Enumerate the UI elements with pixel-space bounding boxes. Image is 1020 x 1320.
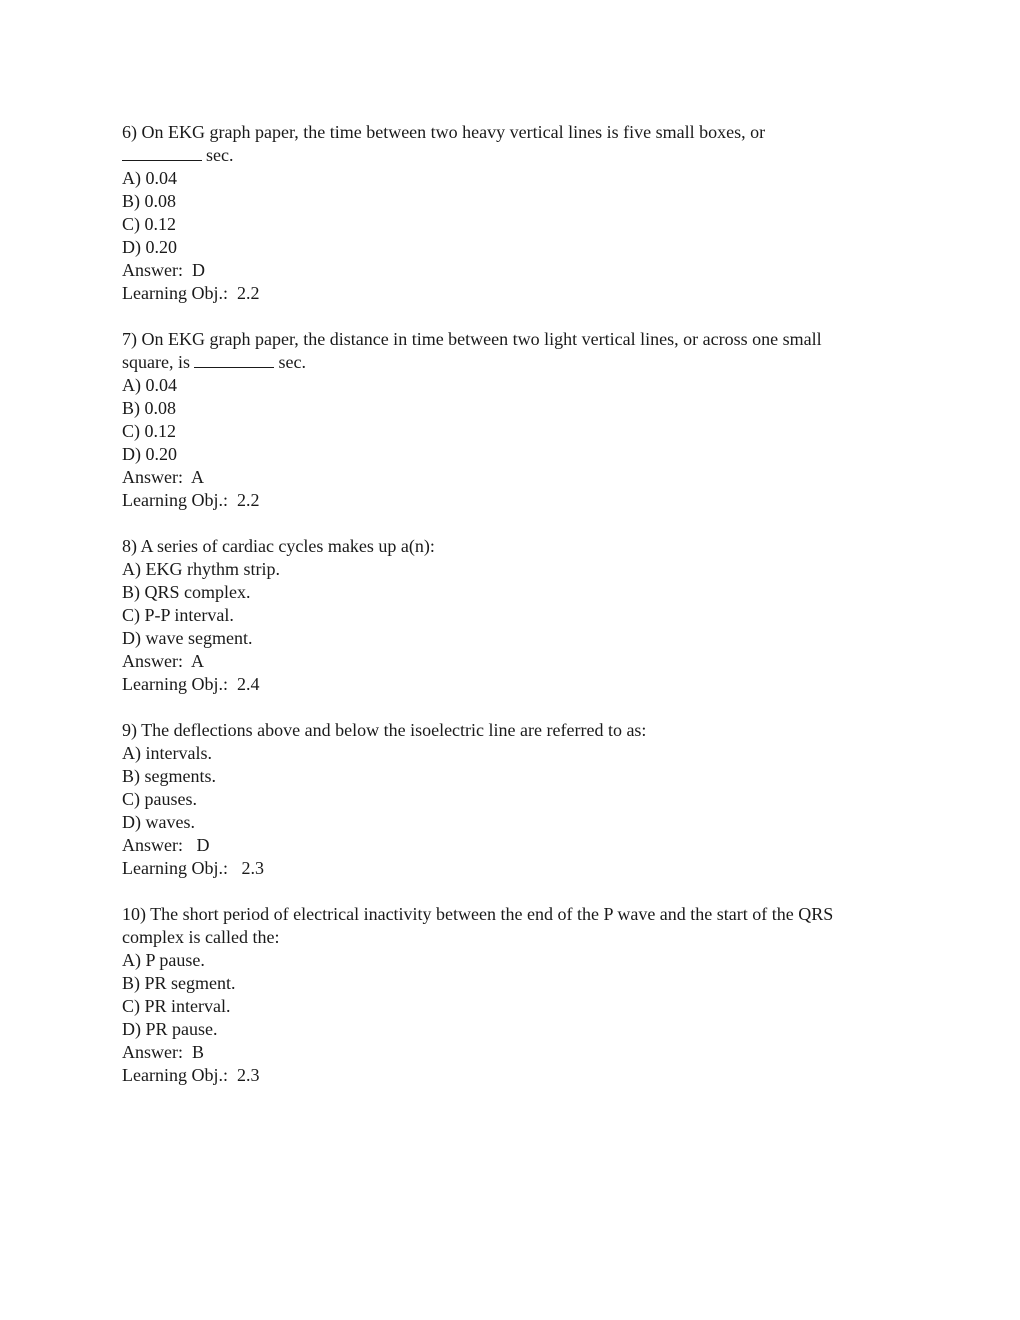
question-stem: 10) The short period of electrical inactivity between the end of the P wave and the start of the QRS — [122, 904, 834, 924]
answer-line: Answer: D — [122, 835, 210, 855]
option-c: C) 0.12 — [122, 214, 176, 234]
answer-blank — [194, 351, 274, 368]
answer-line: Answer: B — [122, 1042, 204, 1062]
option-a: A) 0.04 — [122, 168, 177, 188]
question-9 — [122, 719, 902, 880]
learning-objective: Learning Obj.: 2.3 — [122, 858, 264, 878]
document-page — [122, 121, 902, 1110]
answer-blank — [122, 144, 202, 161]
question-stem: 6) On EKG graph paper, the time between two heavy vertical lines is five small boxes, or — [122, 122, 766, 142]
answer-line: Answer: D — [122, 260, 205, 280]
question-stem-continued — [122, 144, 902, 167]
option-a: A) intervals. — [122, 743, 212, 763]
question-7 — [122, 328, 902, 512]
option-d: D) waves. — [122, 812, 195, 832]
option-d: D) PR pause. — [122, 1019, 218, 1039]
option-b: B) 0.08 — [122, 191, 176, 211]
option-c: C) 0.12 — [122, 421, 176, 441]
option-b: B) 0.08 — [122, 398, 176, 418]
option-b: B) segments. — [122, 766, 216, 786]
question-stem: 9) The deflections above and below the isoelectric line are referred to as: — [122, 720, 647, 740]
option-b: B) QRS complex. — [122, 582, 251, 602]
learning-objective: Learning Obj.: 2.2 — [122, 490, 260, 510]
blank-unit: sec. — [278, 352, 306, 372]
option-a: A) 0.04 — [122, 375, 177, 395]
learning-objective: Learning Obj.: 2.4 — [122, 674, 260, 694]
option-c: C) PR interval. — [122, 996, 231, 1016]
question-stem: 8) A series of cardiac cycles makes up a(n): — [122, 536, 435, 556]
question-stem: 7) On EKG graph paper, the distance in time between two light vertical lines, or across one small — [122, 329, 822, 349]
question-stem-continued: complex is called the: — [122, 927, 280, 947]
option-a: A) EKG rhythm strip. — [122, 559, 280, 579]
option-d: D) wave segment. — [122, 628, 253, 648]
question-stem-continued — [122, 351, 902, 374]
learning-objective: Learning Obj.: 2.3 — [122, 1065, 260, 1085]
answer-line: Answer: A — [122, 651, 204, 671]
option-b: B) PR segment. — [122, 973, 236, 993]
answer-line: Answer: A — [122, 467, 204, 487]
option-d: D) 0.20 — [122, 444, 177, 464]
blank-unit: sec. — [206, 145, 234, 165]
option-c: C) P-P interval. — [122, 605, 234, 625]
question-10 — [122, 903, 902, 1087]
question-8 — [122, 535, 902, 696]
option-c: C) pauses. — [122, 789, 197, 809]
question-6 — [122, 121, 902, 305]
option-d: D) 0.20 — [122, 237, 177, 257]
option-a: A) P pause. — [122, 950, 205, 970]
stem-prefix: square, is — [122, 352, 190, 372]
learning-objective: Learning Obj.: 2.2 — [122, 283, 260, 303]
